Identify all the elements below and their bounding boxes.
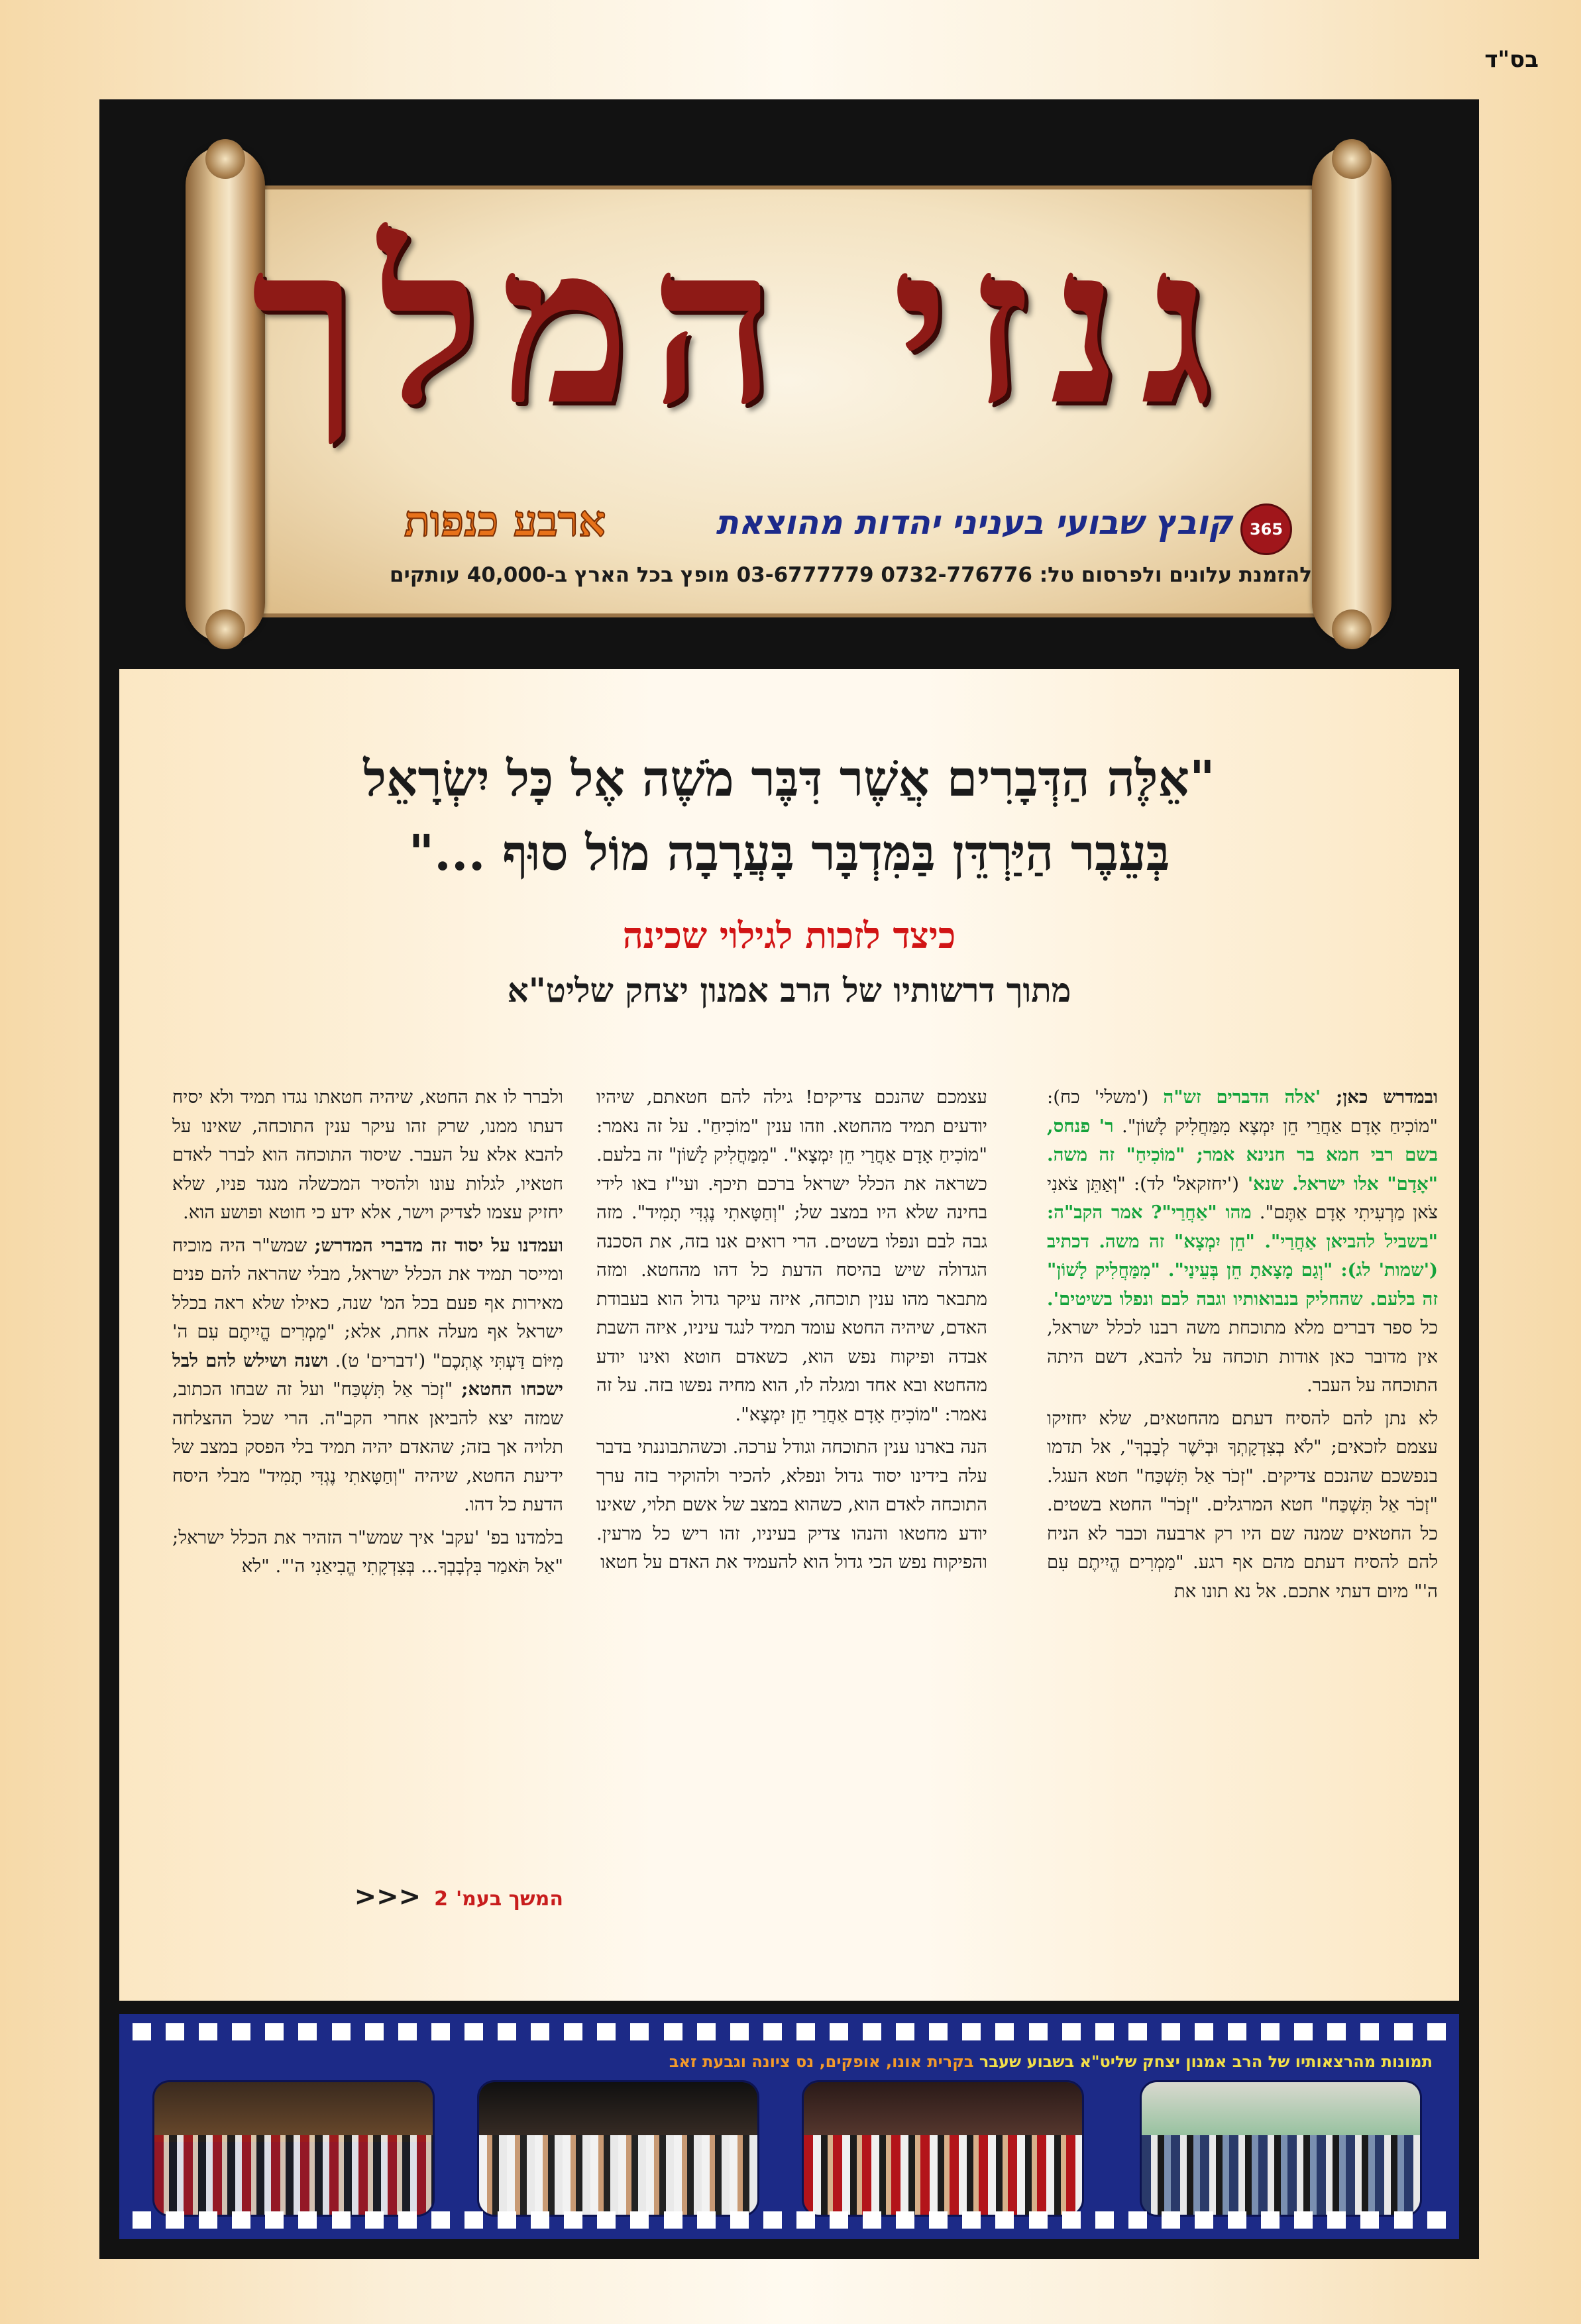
text-run: ('יחזקאל' לד): "וְאַתֵּן צֹאנִי צֹאן מַרְעִיתִי אָדָם אַתֶּם". <box>1047 1173 1438 1223</box>
continued-label: המשך בעמ' <box>455 1887 563 1911</box>
article-headline <box>119 742 1459 890</box>
photo-film-strip <box>119 2014 1459 2239</box>
text-run: ('משלי' כח): "מוֹכִיחַ אָדָם אַחֲרַי חֵן יִמְצָא מִמַּחֲלִיק לָשׁוֹן". <box>1047 1086 1438 1137</box>
column-1-paragraph-2: לא נתן להם להסיח דעתם מהחטאים, שלא יחזיקו עצמם לזכאים; "לֹא בְצִדְקָתְךָ וּבְיֹשֶׁר לְבָבְךָ", אל תדמו בנפשכם שהנכם צדיקים. "זְכֹר אַל תִּשְׁכַּח" חטא העגל. "זְכֹר אַל תִּשְׁכַּח" חטא המרגלים. "זְכֹר" החטא בשטים. כל החטאים שמנה שם היו רק ארבעה וכבר לא הניח להם להסיח דעתם מהם אף רגע. "מַמְרִים הֱיִיתֶם עִם ה'" מיום דעתי אתכם. אל נא תונו את <box>1047 1407 1438 1602</box>
text-run: כל ספר דברים מלא מתוכחת משה רבנו לכלל ישראל, אין מדובר כאן אודות תוכחה על להבא, דשם היתה התוכחה על העבר. <box>1047 1317 1438 1396</box>
column-3-paragraph-2 <box>172 1232 563 1520</box>
headline-line-1: "אֵלֶּה הַדְּבָרִים אֲשֶׁר דִּבֶּר מֹשֶׁה אֶל כָּל יִשְׂרָאֵל <box>363 751 1215 808</box>
article-subtitle: כיצד לזכות לגילוי שכינה <box>622 914 956 957</box>
article-area <box>119 669 1459 2001</box>
bsd-corner-mark: בס"ד <box>1484 46 1539 73</box>
lecture-photo-3 <box>802 2080 1084 2217</box>
text-run: ר' פנחס, בשם רבי חמא בר חנינא אמר; "מוֹכִיחַ" זה משה. "אָדָם" אלו ישראל. שנא' <box>1047 1115 1438 1194</box>
film-sprockets-top <box>133 2023 1446 2042</box>
column-3-paragraph-3: בלמדנו בפ' 'עקב' איך שמש"ר הזהיר את הכלל ישראל; "אַל תֹּאמַר בִּלְבָבְךָ... בְּצִדְקָתִי הֱבִיאַנִי ה'". "לא <box>172 1526 563 1577</box>
masthead-title: גנזי המלך <box>251 196 1233 453</box>
photo-caption <box>669 2052 1433 2071</box>
text-run: 'אלה הדברים זש"ה <box>1163 1086 1321 1108</box>
publisher-logo: ארבע כנפות <box>404 497 606 547</box>
lecture-photo-2 <box>477 2080 759 2217</box>
film-sprockets-bottom <box>133 2211 1446 2230</box>
text-run: שמש"ר היה מוכיח ומייסר תמיד את הכלל ישראל, מבלי שהראה להם פנים מאירות אף פעם בכל המ' שנה, כאילו שלא ראה בכלל ישראל אף מעלה אחת, אלא; "מַמְרִים הֱיִיתֶם עִם ה' מִיּוֹם דַּעְתִּי אֶתְכֶם" ('דברים' ט). <box>172 1234 563 1371</box>
headline-line-2: בְּעֵבֶר הַיַּרְדֵּן בַּמִּדְבָּר בָּעֲרָבָה מוֹל סוּף ..." <box>408 825 1170 882</box>
lecture-photo-1 <box>152 2080 435 2217</box>
article-column-3 <box>172 1083 563 1878</box>
continued-page-number: 2 <box>434 1887 448 1911</box>
masthead-tagline: קובץ שבועי בעניני יהדות מהוצאת <box>716 503 1232 542</box>
column-2-paragraph-1: עצמכם שהנכם צדיקים! גילה להם חטאתם, שיהיו יודעים תמיד מהחטא. וזהו ענין "מוֹכִיחַ". על זה נאמר: "מוֹכִיחַ אָדָם אַחֲרַי חֵן יִמְצָא". "מִמַּחֲלִיק לָשׁוֹן" זה בלעם. כשראה את הכלל ישראל ברכם תיכף. ועי"ז באו לידי בחינה שלא היו במצב של; "וְחַטָּאתִי נֶגְדִּי תָמִיד". מזה גבה לבם ונפלו בשטים. הרי רואים אנו בזה, את הסכנה הגדולה שיש בהיסח הדעת כל דהו מהחטא. ומזה מתבאר מהו ענין תוכחה, איזה עיקר גדול הוא בעבודת האדם, שיהיה החטא עומד תמיד לנגד עיניו, איזה השבת אבדה ופיקוח נפש הוא, כשאדם חוטא ואינו יודע מהחטא ובא אחד ומגלה לו, הוא מחיה נפשו בזה. על זה נאמר: "מוֹכִיחַ אָדָם אַחֲרַי חֵן יִמְצָא". <box>596 1086 987 1425</box>
arrows-left-icon: <<< <box>354 1881 421 1912</box>
column-1-paragraph-1 <box>1047 1083 1438 1400</box>
issue-number-badge: 365 <box>1240 503 1292 555</box>
newsletter-frame <box>99 99 1479 2259</box>
column-2-paragraph-2: הנה בארנו ענין התוכחה וגודל ערכה. וכשהתבוננתי בדבר עלה בידינו יסוד גדול ונפלא, להכיר ולהוקיר בזה ערך התוכחה לאדם הוא, כשהוא במצב של אשם תלוי, שאינו יודע מחטאו והנהו צדיק בעיניו, זהו ריש כל מרעין. והפיקוח נפש הכי גדול הוא להעמיד את האדם על חטאו <box>596 1436 987 1573</box>
text-run: ועמדנו על יסוד זה מדברי המדרש; <box>314 1234 563 1256</box>
masthead <box>99 99 1479 656</box>
contact-line: להזמנת עלונים ולפרסום טל: 0732-776776 03-6777779 מופץ בכל הארץ ב-40,000 עותקים <box>389 563 1312 587</box>
article-byline: מתוך דרשותיו של הרב אמנון יצחק שליט"א <box>507 971 1071 1010</box>
text-run: מהו "אַחֲרַי"? אמר הקב"ה: "בשביל להביאן אַחֲרַי". "חֵן יִמְצָא" זה משה. דכתיב <box>1047 1202 1438 1252</box>
scroll-roll-right <box>1312 146 1391 643</box>
text-run: ('שמות' לג): "וְגַם מָצָאתָ חֵן בְּעֵינַי". "מִמַּחֲלִיק לָשׁוֹן" זה בלעם. שהחליק בנבואותיו וגבה לבם ונפלו בשיטים'. <box>1047 1259 1438 1310</box>
article-column-2 <box>596 1083 987 1978</box>
column-3-paragraph-1: ולברר לו את החטא, שיהיה חטאתו נגדו תמיד ולא יסיח דעתו ממנו, שרק זהו עיקר ענין התוכחה, שאינו על להבא אלא על העבר. שיסוד התוכחה הוא לברר לאדם חטאיו, לגלות עונו ולהסיר המכשלה מנגד פניו, שלא יחזיק עצמו לצדיק וישר, אלא ידע כי חוטא ופושע הוא. <box>172 1086 563 1223</box>
article-column-1 <box>1047 1083 1438 1978</box>
caption-text: תמונות מהרצאותיו של הרב אמנון יצחק שליט"א בשבוע שעבר <box>973 2052 1433 2071</box>
continued-on-page-link[interactable] <box>172 1881 563 1912</box>
caption-locations: בקרית אונו, אופקים, נס ציונה וגבעת זאב <box>669 2052 974 2071</box>
text-run: ובמדרש כאן; <box>1321 1086 1438 1108</box>
text-run: ושנה ושילש להם לבל ישכחו החטא; <box>172 1349 563 1400</box>
lecture-photo-4 <box>1140 2080 1422 2217</box>
text-run: "זְכֹר אַל תִּשְׁכַּח" ועל זה שבחו הכתוב, שמזה יצא להביאן אחרי הקב"ה. הרי שכל ההצלחה תלויה אך בזה; שהאדם יהיה תמיד בלי הפסק במצב של ידיעת החטא, שיהיה "וְחַטָּאתִי נֶגְדִּי תָמִיד" מבלי היסח הדעת כל דהו. <box>172 1379 563 1515</box>
